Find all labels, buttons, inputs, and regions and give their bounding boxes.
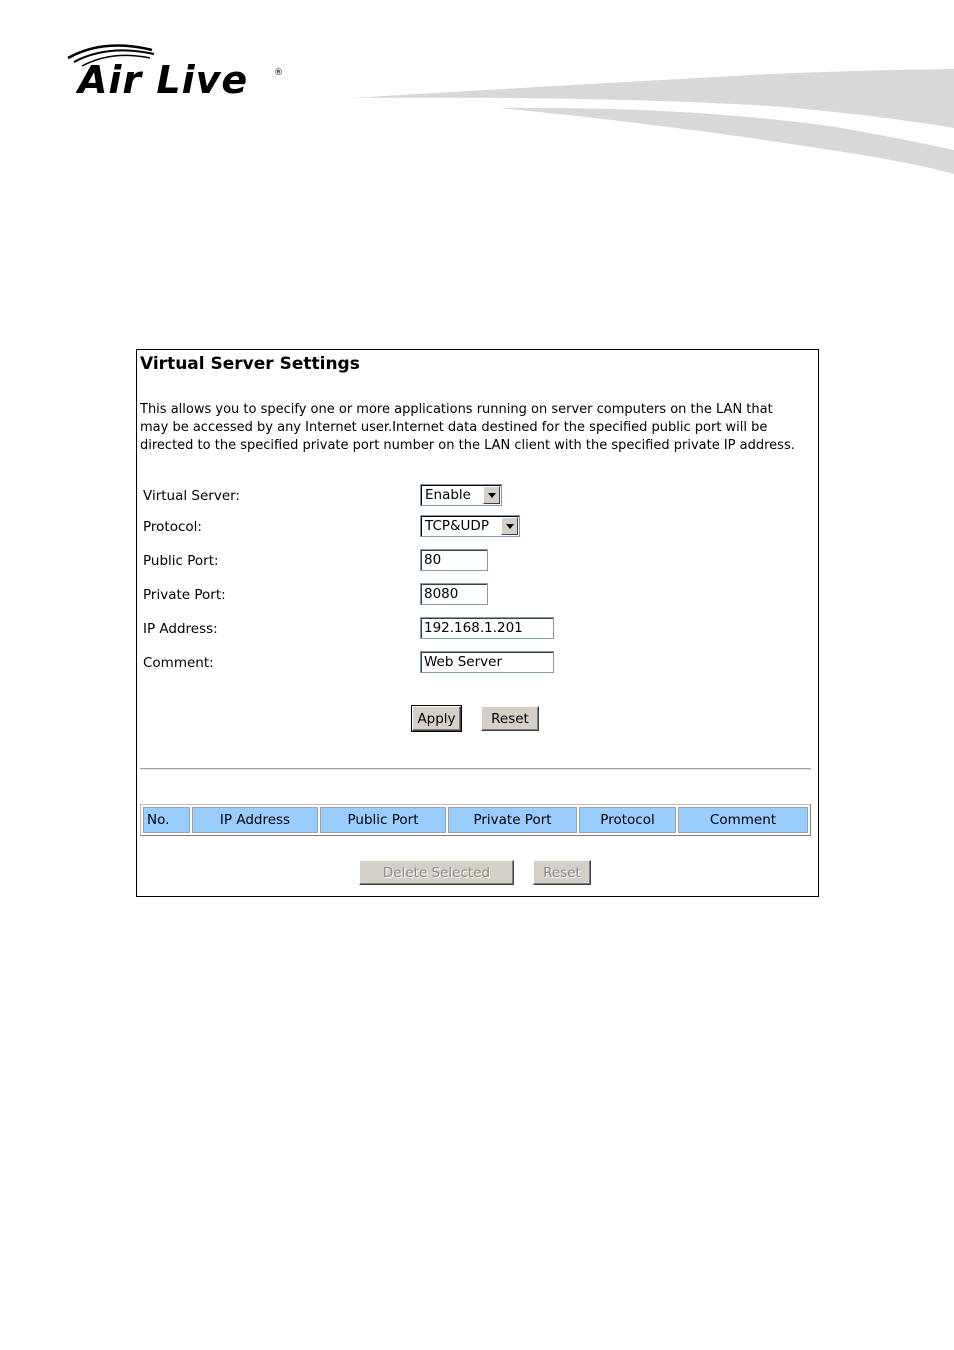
virtual-server-table [140,804,811,836]
registered-mark: ® [274,68,283,78]
column-header-no: No. [143,807,190,833]
comment-input[interactable] [420,651,554,673]
protocol-select[interactable] [420,515,520,537]
section-divider [140,768,811,770]
virtual-server-select[interactable] [420,484,502,506]
public-port-input[interactable] [420,549,488,571]
protocol-row [143,515,489,539]
virtual-server-row [143,484,471,508]
chevron-down-icon[interactable] [501,517,518,535]
column-header-private-port: Private Port [448,807,577,833]
virtual-server-value: Enable [425,487,471,503]
panel-title: Virtual Server Settings [140,354,360,374]
chevron-down-icon[interactable] [483,486,500,504]
panel-description: This allows you to specify one or more applications running on server computers on the LAN that may be accessed by any Internet user.Internet data destined for the specified public port will be directed to the specified private port number on the LAN client with the specified private IP address. [140,402,795,453]
ip-address-input[interactable] [420,617,554,639]
table-header-row [143,807,808,833]
apply-button[interactable]: Apply [412,706,461,731]
ip-address-label: IP Address: [143,621,218,637]
column-header-comment: Comment [678,807,808,833]
column-header-ip-address: IP Address [192,807,318,833]
header-swoosh-decoration [350,66,954,180]
column-header-protocol: Protocol [579,807,676,833]
reset-button[interactable]: Reset [481,706,539,731]
public-port-label: Public Port: [143,553,219,569]
virtual-server-panel [136,349,819,897]
protocol-value: TCP&UDP [425,518,489,534]
airlive-logo [62,40,292,110]
delete-selected-button[interactable]: Delete Selected [359,860,514,885]
private-port-input[interactable] [420,583,488,605]
column-header-public-port: Public Port [320,807,446,833]
protocol-label: Protocol: [143,519,202,535]
virtual-server-label: Virtual Server: [143,488,240,504]
table-reset-button[interactable]: Reset [533,860,591,885]
comment-label: Comment: [143,655,214,671]
private-port-label: Private Port: [143,587,226,603]
logo-wordmark: Air Live [78,58,249,102]
